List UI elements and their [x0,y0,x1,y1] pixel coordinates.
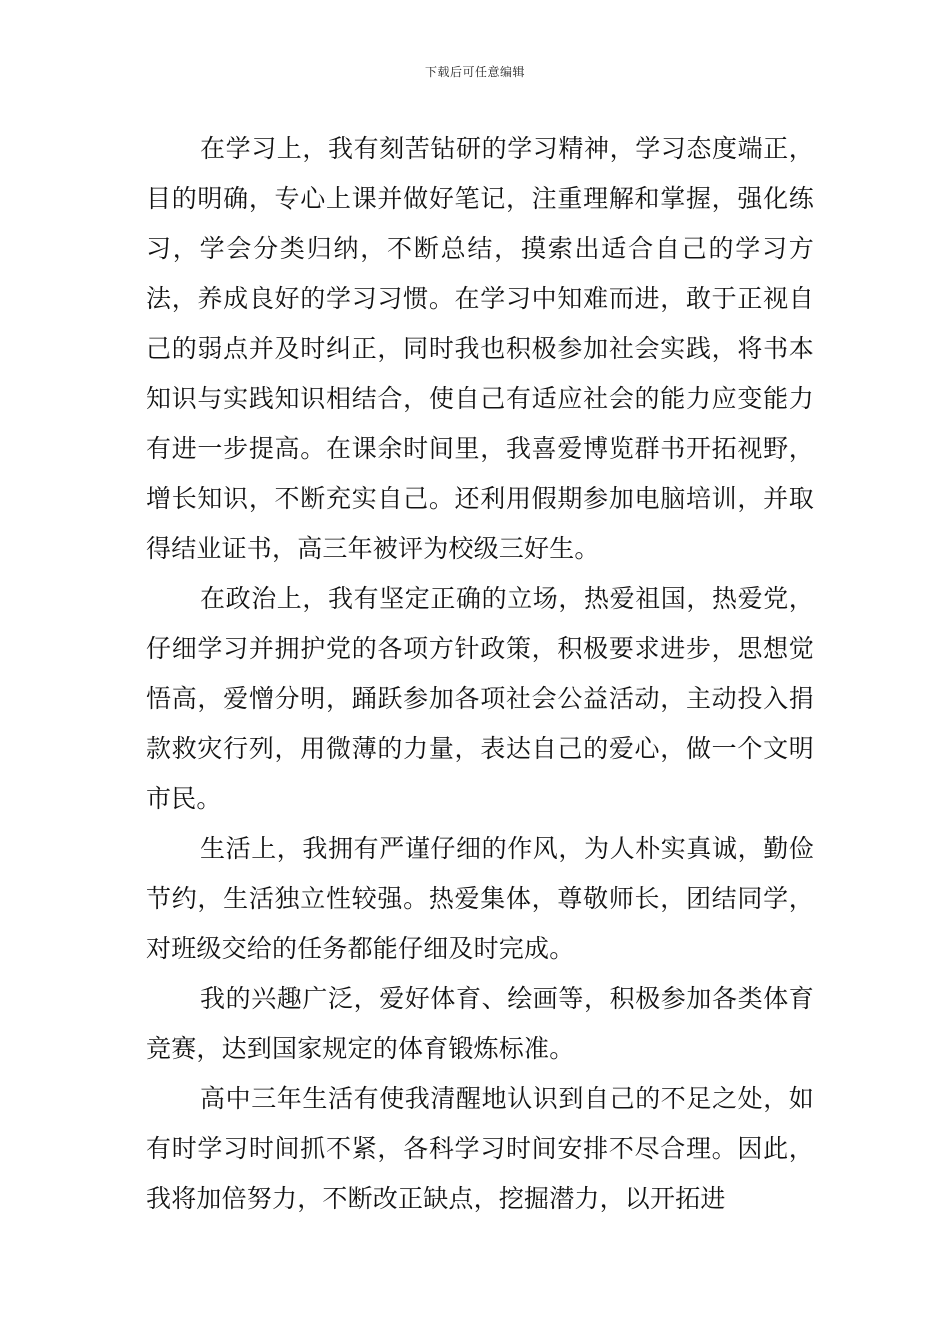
paragraph-study: 在学习上，我有刻苦钻研的学习精神，学习态度端正，目的明确，专心上课并做好笔记，注重理解和掌握，强化练习，学会分类归纳，不断总结，摸索出适合自己的学习方法，养成良好的学习习惯。在学习中知难而进，敢于正视自己的弱点并及时纠正，同时我也积极参加社会实践，将书本知识与实践知识相结合，使自己有适应社会的能力应变能力有进一步提高。在课余时间里，我喜爱博览群书开拓视野，增长知识，不断充实自己。还利用假期参加电脑培训，并取得结业证书，高三年被评为校级三好生。 [146,134,814,563]
paragraph-politics: 在政治上，我有坚定正确的立场，热爱祖国，热爱党，仔细学习并拥护党的各项方针政策，积极要求进步，思想觉悟高，爱憎分明，踊跃参加各项社会公益活动，主动投入捐款救灾行列，用微薄的力量，表达自己的爱心，做一个文明市民。 [146,584,814,813]
page-header: 下载后可任意编辑 [424,65,525,79]
paragraph-interests: 我的兴趣广泛，爱好体育、绘画等，积极参加各类体育竞赛，达到国家规定的体育锻炼标准。 [146,984,814,1063]
body-text [146,124,814,1224]
paragraph-shortcomings: 高中三年生活有使我清醒地认识到自己的不足之处，如有时学习时间抓不紧，各科学习时间安排不尽合理。因此，我将加倍努力，不断改正缺点，挖掘潜力，以开拓进 [146,1084,814,1213]
paragraph-life: 生活上，我拥有严谨仔细的作风，为人朴实真诚，勤俭节约，生活独立性较强。热爱集体，尊敬师长，团结同学，对班级交给的任务都能仔细及时完成。 [146,834,814,963]
